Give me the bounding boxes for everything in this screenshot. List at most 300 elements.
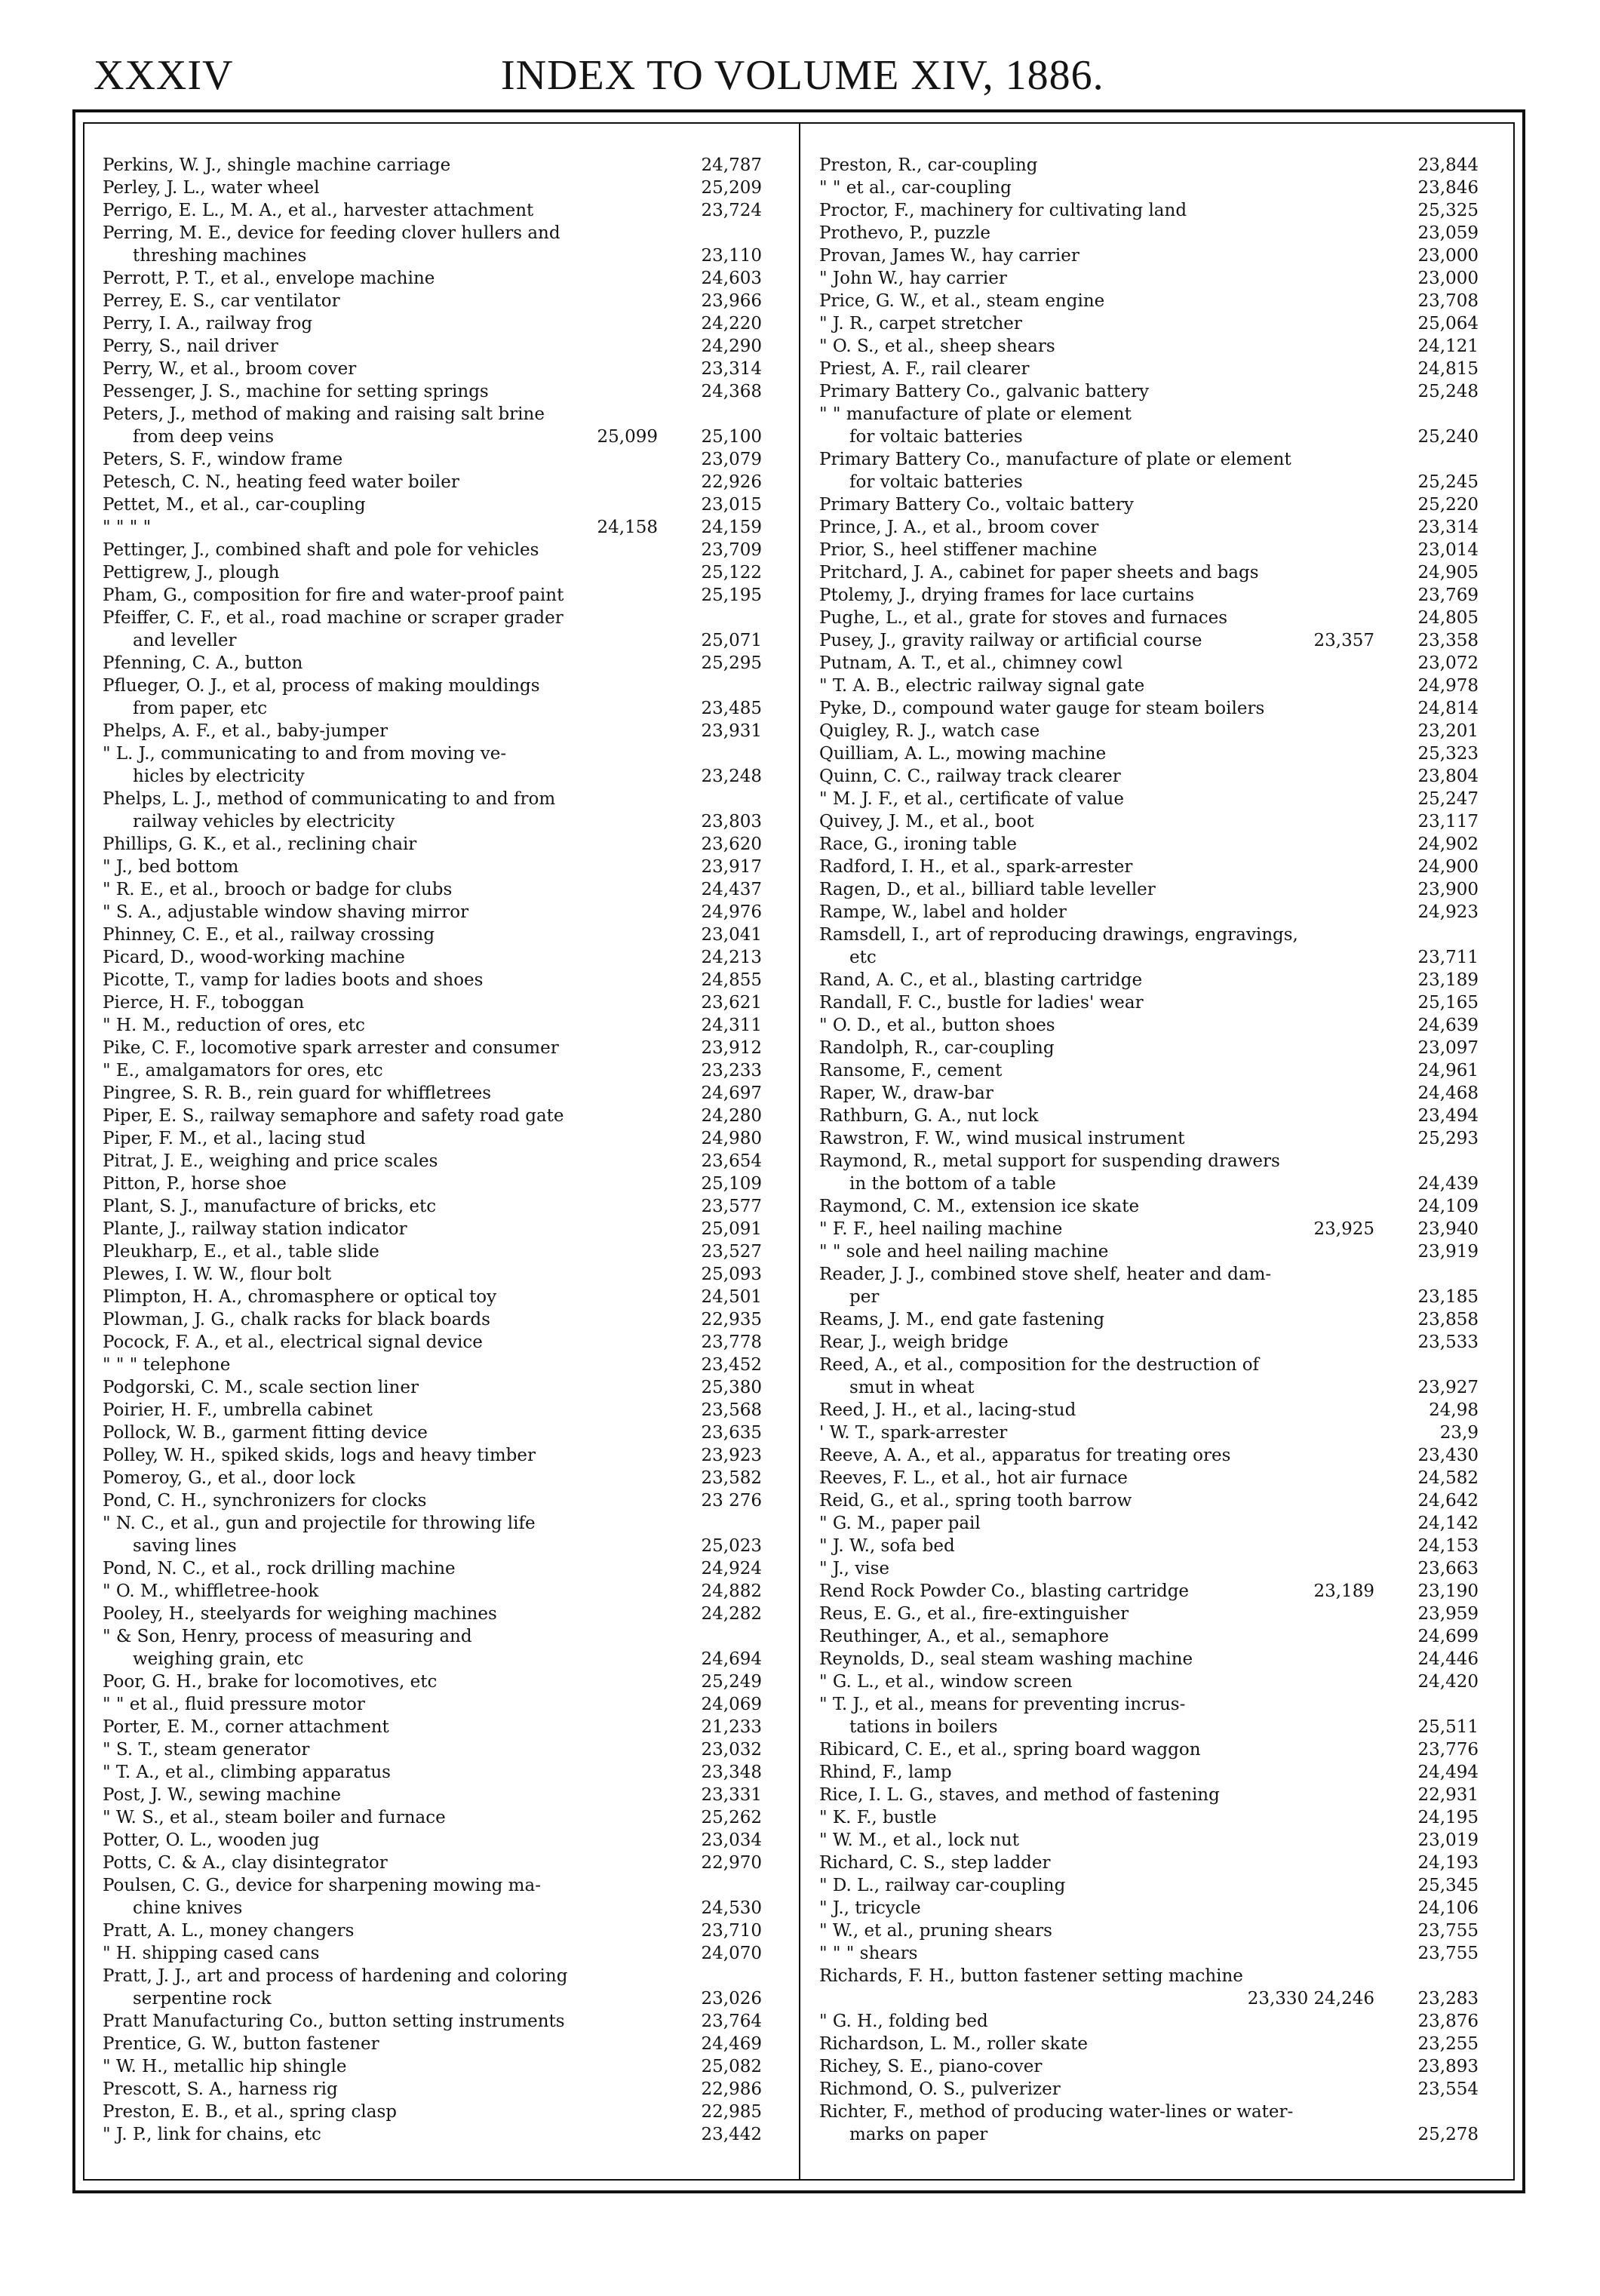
entry-patent-number: 23,452 <box>701 1355 762 1375</box>
index-entry <box>819 1173 1479 1195</box>
entry-text: Randall, F. C., bustle for ladies' wear <box>819 993 1144 1013</box>
index-entry <box>103 199 762 222</box>
entry-patent-number: 24,439 <box>1417 1174 1479 1194</box>
index-entry <box>819 290 1479 312</box>
entry-patent-number: 23,283 <box>1417 1989 1479 2009</box>
index-entry <box>103 448 762 471</box>
entry-patent-number: 25,100 <box>701 427 762 447</box>
entry-text: Ribicard, C. E., et al., spring board waggon <box>819 1740 1201 1760</box>
entry-patent-number: 23,804 <box>1417 767 1479 786</box>
entry-patent-number: 25,240 <box>1417 427 1479 447</box>
entry-patent-number: 23,331 <box>701 1785 762 1805</box>
entry-text: " J., vise <box>819 1559 890 1578</box>
entry-patent-number: 23,059 <box>1417 223 1479 243</box>
entry-patent-number: 25,082 <box>701 2057 762 2076</box>
entry-text: " W. M., et al., lock nut <box>819 1830 1019 1850</box>
index-entry <box>819 1082 1479 1105</box>
index-entry <box>819 1965 1479 1987</box>
index-entry <box>103 1625 762 1648</box>
entry-text: Quigley, R. J., watch case <box>819 721 1040 741</box>
entry-patent-number: 23,710 <box>701 1921 762 1941</box>
entry-patent-number: 23,755 <box>1417 1944 1479 1963</box>
entry-text: Plowman, J. G., chalk racks for black boards <box>103 1310 490 1329</box>
index-entry <box>103 1557 762 1580</box>
index-entry <box>819 244 1479 267</box>
entry-patent-number: 22,931 <box>1417 1785 1479 1805</box>
index-entry <box>819 1150 1479 1173</box>
entry-patent-number: 23,568 <box>701 1400 762 1420</box>
entry-text: " W. H., metallic hip shingle <box>103 2057 347 2076</box>
entry-patent-number: 23,917 <box>701 857 762 877</box>
index-entry <box>819 584 1479 607</box>
entry-text: Pocock, F. A., et al., electrical signal device <box>103 1332 483 1352</box>
entry-patent-number: 23,876 <box>1417 2012 1479 2031</box>
entry-text: Radford, I. H., et al., spark-arrester <box>819 857 1133 877</box>
entry-text: " R. E., et al., brooch or badge for clubs <box>103 880 453 899</box>
entry-patent-number: 24,978 <box>1417 676 1479 696</box>
entry-patent-number: 25,323 <box>1417 744 1479 764</box>
entry-patent-number: 25,209 <box>701 178 762 198</box>
entry-patent-number: 23,893 <box>1417 2057 1479 2076</box>
index-entry <box>819 2101 1479 2123</box>
entry-text: Pooley, H., steelyards for weighing machines <box>103 1604 497 1624</box>
index-entry <box>819 1693 1479 1716</box>
index-entry <box>103 901 762 924</box>
entry-text: Richey, S. E., piano-cover <box>819 2057 1043 2076</box>
index-entry <box>819 1014 1479 1037</box>
entry-text: Primary Battery Co., manufacture of plate or element <box>819 450 1291 469</box>
entry-patent-number: 22,970 <box>701 1853 762 1873</box>
entry-text: Pyke, D., compound water gauge for steam boilers <box>819 699 1265 718</box>
index-entry <box>103 1535 762 1557</box>
entry-patent-number: 23,348 <box>701 1763 762 1782</box>
entry-text: Pfenning, C. A., button <box>103 653 303 673</box>
entry-patent-number: 23,430 <box>1417 1446 1479 1465</box>
entry-text: Perrott, P. T., et al., envelope machine <box>103 269 435 288</box>
entry-patent-number: 23,019 <box>1417 1830 1479 1850</box>
index-entry <box>819 426 1479 448</box>
entry-patent-number: 22,935 <box>701 1310 762 1329</box>
index-entry <box>819 1535 1479 1557</box>
index-entry <box>103 1512 762 1535</box>
entry-patent-number: 25,511 <box>1417 1717 1479 1737</box>
entry-patent-number: 23,709 <box>701 540 762 560</box>
entry-patent-number: 25,122 <box>701 563 762 582</box>
entry-patent-number: 24,882 <box>701 1581 762 1601</box>
index-entry <box>103 584 762 607</box>
entry-patent-number: 25,325 <box>1417 201 1479 220</box>
entry-patent-number: 23,769 <box>1417 586 1479 605</box>
entry-patent-number: 23,097 <box>1417 1038 1479 1058</box>
entry-patent-number: 23,654 <box>701 1151 762 1171</box>
entry-text: Pettinger, J., combined shaft and pole for vehicles <box>103 540 539 560</box>
index-entry <box>103 2010 762 2033</box>
entry-patent-number: 24,905 <box>1417 563 1479 582</box>
entry-patent-number: 23,314 <box>701 359 762 379</box>
entry-text: Poulsen, C. G., device for sharpening mowing ma- <box>103 1876 541 1895</box>
entry-text: Picard, D., wood-working machine <box>103 948 405 967</box>
index-entry <box>103 652 762 675</box>
entry-text: Prescott, S. A., harness rig <box>103 2079 338 2099</box>
entry-text: Plimpton, H. A., chromasphere or optical toy <box>103 1287 497 1307</box>
index-entry <box>103 1784 762 1806</box>
index-entry <box>819 1648 1479 1671</box>
entry-text: Race, G., ironing table <box>819 834 1018 854</box>
entry-patent-number: 24,195 <box>1417 1808 1479 1827</box>
entry-text: hicles by electricity <box>133 767 305 786</box>
index-entry <box>819 878 1479 901</box>
entry-text: Pike, C. F., locomotive spark arrester and consumer <box>103 1038 559 1058</box>
entry-patent-number: 24,814 <box>1417 699 1479 718</box>
entry-text: Post, J. W., sewing machine <box>103 1785 341 1805</box>
entry-text: Putnam, A. T., et al., chimney cowl <box>819 653 1123 673</box>
entry-patent-number: 23,117 <box>1417 812 1479 831</box>
index-entry <box>103 1218 762 1240</box>
index-entry <box>819 493 1479 516</box>
entry-patent-number: 24,787 <box>701 155 762 175</box>
entry-patent-number: 23,858 <box>1417 1310 1479 1329</box>
entry-patent-number: 24,582 <box>1417 1468 1479 1488</box>
entry-patent-number: 23,966 <box>701 291 762 311</box>
entry-patent-number: 23,764 <box>701 2012 762 2031</box>
index-entry <box>819 199 1479 222</box>
index-entry <box>819 765 1479 788</box>
index-entry <box>103 426 762 448</box>
entry-patent-number: 23,620 <box>701 834 762 854</box>
entry-text: " " et al., fluid pressure motor <box>103 1695 365 1714</box>
index-entry <box>819 856 1479 878</box>
entry-text: " O. S., et al., sheep shears <box>819 337 1055 356</box>
entry-patent-number: 24,902 <box>1417 834 1479 854</box>
entry-text: Reader, J. J., combined stove shelf, heater and dam- <box>819 1265 1272 1284</box>
entry-text: Rend Rock Powder Co., blasting cartridge <box>819 1581 1190 1601</box>
entry-text: Reeve, A. A., et al., apparatus for treating ores <box>819 1446 1231 1465</box>
entry-text: Richmond, O. S., pulverizer <box>819 2079 1061 2099</box>
entry-patent-number: 23,9 <box>1439 1423 1479 1443</box>
entry-patent-number: 23,621 <box>701 993 762 1013</box>
entry-text: and leveller <box>133 631 237 650</box>
index-entry <box>103 1671 762 1693</box>
index-entry <box>819 697 1479 720</box>
index-entry <box>103 1738 762 1761</box>
entry-text: " T. A., et al., climbing apparatus <box>103 1763 391 1782</box>
index-entry <box>819 969 1479 991</box>
index-entry <box>103 267 762 290</box>
entry-text: Phinney, C. E., et al., railway crossing <box>103 925 435 945</box>
index-entry <box>819 1195 1479 1218</box>
index-entry <box>103 1489 762 1512</box>
index-entry <box>103 1422 762 1444</box>
index-entry <box>103 969 762 991</box>
entry-patent-number: 24,109 <box>1417 1197 1479 1216</box>
entry-text: Prince, J. A., et al., broom cover <box>819 518 1099 537</box>
entry-patent-number: 23,026 <box>701 1989 762 2009</box>
entry-patent-number: 23,724 <box>701 201 762 220</box>
entry-text: Ptolemy, J., drying frames for lace curtains <box>819 586 1195 605</box>
entry-patent-number: 24,290 <box>701 337 762 356</box>
entry-patent-number: 25,091 <box>701 1219 762 1239</box>
entry-text: " " et al., car-coupling <box>819 178 1012 198</box>
entry-patent-number: 23,931 <box>701 721 762 741</box>
entry-text: Reuthinger, A., et al., semaphore <box>819 1627 1110 1646</box>
entry-text: Reams, J. M., end gate fastening <box>819 1310 1105 1329</box>
index-entry <box>819 1127 1479 1150</box>
entry-patent-number: 25,278 <box>1417 2125 1479 2144</box>
index-entry <box>819 448 1479 471</box>
entry-patent-number: 23,846 <box>1417 178 1479 198</box>
entry-patent-number: 25,093 <box>701 1265 762 1284</box>
entry-patent-number: 25,220 <box>1417 495 1479 515</box>
index-entry <box>819 267 1479 290</box>
entry-text: Pollock, W. B., garment fitting device <box>103 1423 428 1443</box>
entry-text: Priest, A. F., rail clearer <box>819 359 1030 379</box>
index-entry <box>819 1444 1479 1467</box>
index-entry <box>103 720 762 742</box>
entry-text: Pfeiffer, C. F., et al., road machine or scraper grader <box>103 608 564 628</box>
entry-patent-number: 23,554 <box>1417 2079 1479 2099</box>
entry-text: Reid, G., et al., spring tooth barrow <box>819 1491 1132 1511</box>
entry-text: etc <box>849 948 877 967</box>
entry-patent-number: 25,293 <box>1417 1129 1479 1148</box>
entry-text: Quilliam, A. L., mowing machine <box>819 744 1107 764</box>
index-entry <box>819 1467 1479 1489</box>
index-entry <box>819 312 1479 335</box>
index-entry <box>103 675 762 697</box>
index-entry <box>819 833 1479 856</box>
index-entry <box>103 1399 762 1422</box>
entry-text: Rampe, W., label and holder <box>819 902 1067 922</box>
index-entry <box>103 629 762 652</box>
entry-text: Ransome, F., cement <box>819 1061 1003 1080</box>
index-entry <box>103 1308 762 1331</box>
entry-secondary-number: 23,357 <box>1313 631 1374 650</box>
entry-text: " L. J., communicating to and from moving ve- <box>103 744 507 764</box>
entry-text: Reed, A., et al., composition for the destruction of <box>819 1355 1260 1375</box>
entry-text: saving lines <box>133 1536 237 1556</box>
entry-patent-number: 24,311 <box>701 1016 762 1035</box>
index-entry <box>103 2033 762 2055</box>
entry-text: " J. P., link for chains, etc <box>103 2125 321 2144</box>
entry-text: " S. A., adjustable window shaving mirror <box>103 902 469 922</box>
index-entry <box>103 335 762 358</box>
entry-patent-number: 23,201 <box>1417 721 1479 741</box>
index-entry <box>103 1806 762 1829</box>
entry-patent-number: 23,015 <box>701 495 762 515</box>
entry-patent-number: 25,345 <box>1417 1876 1479 1895</box>
index-entry <box>103 1716 762 1738</box>
entry-patent-number: 24,193 <box>1417 1853 1479 1873</box>
entry-text: Richter, F., method of producing water-lines or water- <box>819 2102 1294 2122</box>
entry-patent-number: 25,380 <box>701 1378 762 1397</box>
index-entry <box>819 810 1479 833</box>
entry-text: railway vehicles by electricity <box>133 812 395 831</box>
entry-text: Petesch, C. N., heating feed water boiler <box>103 472 459 492</box>
index-entry <box>819 2123 1479 2146</box>
index-entry <box>103 856 762 878</box>
entry-patent-number: 23,803 <box>701 812 762 831</box>
entry-patent-number: 24,699 <box>1417 1627 1479 1646</box>
index-entry <box>819 380 1479 403</box>
entry-patent-number: 23,185 <box>1417 1287 1479 1307</box>
entry-patent-number: 24,639 <box>1417 1016 1479 1035</box>
entry-patent-number: 23,940 <box>1417 1219 1479 1239</box>
entry-text: Pettigrew, J., plough <box>103 563 280 582</box>
index-entry <box>103 539 762 561</box>
entry-text: Pierce, H. F., toboggan <box>103 993 305 1013</box>
entry-text: Perrigo, E. L., M. A., et al., harvester attachment <box>103 201 534 220</box>
entry-patent-number: 23,577 <box>701 1197 762 1216</box>
index-entry <box>819 1671 1479 1693</box>
index-entry <box>819 177 1479 199</box>
index-entry <box>103 742 762 765</box>
entry-text: " T. J., et al., means for preventing incrus- <box>819 1695 1186 1714</box>
entry-text: Poor, G. H., brake for locomotives, etc <box>103 1672 438 1692</box>
entry-secondary-number: 24,158 <box>597 518 658 537</box>
index-entry <box>819 2010 1479 2033</box>
entry-text: " " manufacture of plate or element <box>819 404 1132 424</box>
entry-patent-number: 23,635 <box>701 1423 762 1443</box>
entry-patent-number: 25,249 <box>701 1672 762 1692</box>
entry-text: " & Son, Henry, process of measuring and <box>103 1627 472 1646</box>
index-entry <box>103 561 762 584</box>
entry-text: in the bottom of a table <box>849 1174 1056 1194</box>
index-entry <box>103 2101 762 2123</box>
index-entry <box>103 1150 762 1173</box>
entry-text: " K. F., bustle <box>819 1808 937 1827</box>
entry-patent-number: 24,961 <box>1417 1061 1479 1080</box>
entry-text: " " sole and heel nailing machine <box>819 1242 1109 1262</box>
index-entry <box>103 1173 762 1195</box>
entry-text: Picotte, T., vamp for ladies boots and shoes <box>103 970 484 990</box>
entry-text: Provan, James W., hay carrier <box>819 246 1079 266</box>
index-entry <box>819 946 1479 969</box>
index-entry <box>819 924 1479 946</box>
index-entry <box>103 924 762 946</box>
entry-text: " F. F., heel nailing machine <box>819 1219 1063 1239</box>
index-entry <box>819 2078 1479 2101</box>
index-entry <box>819 1625 1479 1648</box>
entry-patent-number: 24,494 <box>1417 1763 1479 1782</box>
index-entry <box>819 1806 1479 1829</box>
entry-text: Perring, M. E., device for feeding clover hullers and <box>103 223 560 243</box>
entry-patent-number: 21,233 <box>701 1717 762 1737</box>
entry-text: Potts, C. & A., clay disintegrator <box>103 1853 388 1873</box>
index-entry <box>819 358 1479 380</box>
entry-patent-number: 23,959 <box>1417 1604 1479 1624</box>
index-entry <box>103 1874 762 1897</box>
right-index-column <box>819 154 1479 2146</box>
entry-patent-number: 23,844 <box>1417 155 1479 175</box>
entry-text: " G. M., paper pail <box>819 1514 981 1533</box>
entry-patent-number: 24,106 <box>1417 1898 1479 1918</box>
entry-text: Pusey, J., gravity railway or artificial course <box>819 631 1202 650</box>
entry-text: Pratt Manufacturing Co., button setting instruments <box>103 2012 565 2031</box>
entry-text: Pughe, L., et al., grate for stoves and furnaces <box>819 608 1228 628</box>
index-entry <box>819 1059 1479 1082</box>
entry-text: Plante, J., railway station indicator <box>103 1219 407 1239</box>
entry-patent-number: 23,110 <box>701 246 762 266</box>
entry-text: smut in wheat <box>849 1378 975 1397</box>
entry-patent-number: 24,976 <box>701 902 762 922</box>
entry-text: Pritchard, J. A., cabinet for paper sheets and bags <box>819 563 1259 582</box>
index-entry <box>103 810 762 833</box>
entry-text: " J., bed bottom <box>103 857 239 877</box>
entry-patent-number: 25,245 <box>1417 472 1479 492</box>
entry-patent-number: 24,070 <box>701 1944 762 1963</box>
index-entry <box>819 1580 1479 1603</box>
entry-patent-number: 24,98 <box>1429 1400 1479 1420</box>
entry-text: " H. shipping cased cans <box>103 1944 320 1963</box>
entry-patent-number: 23,927 <box>1417 1378 1479 1397</box>
entry-patent-number: 24,900 <box>1417 857 1479 877</box>
entry-patent-number: 23,527 <box>701 1242 762 1262</box>
entry-text: Pitrat, J. E., weighing and price scales <box>103 1151 438 1171</box>
entry-patent-number: 24,121 <box>1417 337 1479 356</box>
entry-text: Pleukharp, E., et al., table slide <box>103 1242 379 1262</box>
entry-text: Perrey, E. S., car ventilator <box>103 291 340 311</box>
index-entry <box>103 1942 762 1965</box>
entry-text: " " " telephone <box>103 1355 231 1375</box>
entry-patent-number: 24,805 <box>1417 608 1479 628</box>
index-entry <box>103 1127 762 1150</box>
entry-patent-number: 24,159 <box>701 518 762 537</box>
entry-patent-number: 24,468 <box>1417 1083 1479 1103</box>
index-entry <box>819 2055 1479 2078</box>
entry-patent-number: 24,530 <box>701 1898 762 1918</box>
index-entry <box>103 878 762 901</box>
index-entry <box>819 1331 1479 1354</box>
index-entry <box>103 2123 762 2146</box>
index-entry <box>819 1105 1479 1127</box>
index-entry <box>103 1648 762 1671</box>
index-entry <box>103 833 762 856</box>
entry-text: " S. T., steam generator <box>103 1740 310 1760</box>
index-entry <box>819 720 1479 742</box>
entry-text: Randolph, R., car-coupling <box>819 1038 1055 1058</box>
entry-patent-number: 24,153 <box>1417 1536 1479 1556</box>
index-entry <box>819 1037 1479 1059</box>
entry-text: Ramsdell, I., art of reproducing drawings, engravings, <box>819 925 1298 945</box>
entry-text: Phillips, G. K., et al., reclining chair <box>103 834 417 854</box>
entry-patent-number: 23,442 <box>701 2125 762 2144</box>
entry-text: Pettet, M., et al., car-coupling <box>103 495 366 515</box>
entry-text: Plant, S. J., manufacture of bricks, etc <box>103 1197 437 1216</box>
entry-text: Podgorski, C. M., scale section liner <box>103 1378 419 1397</box>
entry-text: Pratt, J. J., art and process of hardening and coloring <box>103 1966 568 1986</box>
entry-text: " G. L., et al., window screen <box>819 1672 1073 1692</box>
index-entry <box>103 1693 762 1716</box>
entry-text: Pond, N. C., et al., rock drilling machine <box>103 1559 456 1578</box>
index-entry <box>103 1195 762 1218</box>
entry-secondary-number: 23,330 24,246 <box>1247 1989 1374 2009</box>
entry-text: Quivey, J. M., et al., boot <box>819 812 1034 831</box>
entry-patent-number: 23,000 <box>1417 269 1479 288</box>
entry-text: weighing grain, etc <box>133 1649 304 1669</box>
index-entry <box>103 1987 762 2010</box>
entry-text: Perry, S., nail driver <box>103 337 278 356</box>
column-divider <box>799 124 800 2179</box>
index-entry <box>819 1354 1479 1376</box>
index-entry <box>819 222 1479 244</box>
entry-text: Perley, J. L., water wheel <box>103 178 320 198</box>
index-entry <box>819 1784 1479 1806</box>
entry-patent-number: 23,079 <box>701 450 762 469</box>
index-entry <box>103 493 762 516</box>
index-entry <box>819 1218 1479 1240</box>
index-entry <box>103 2055 762 2078</box>
index-entry <box>103 380 762 403</box>
entry-patent-number: 23,533 <box>1417 1332 1479 1352</box>
